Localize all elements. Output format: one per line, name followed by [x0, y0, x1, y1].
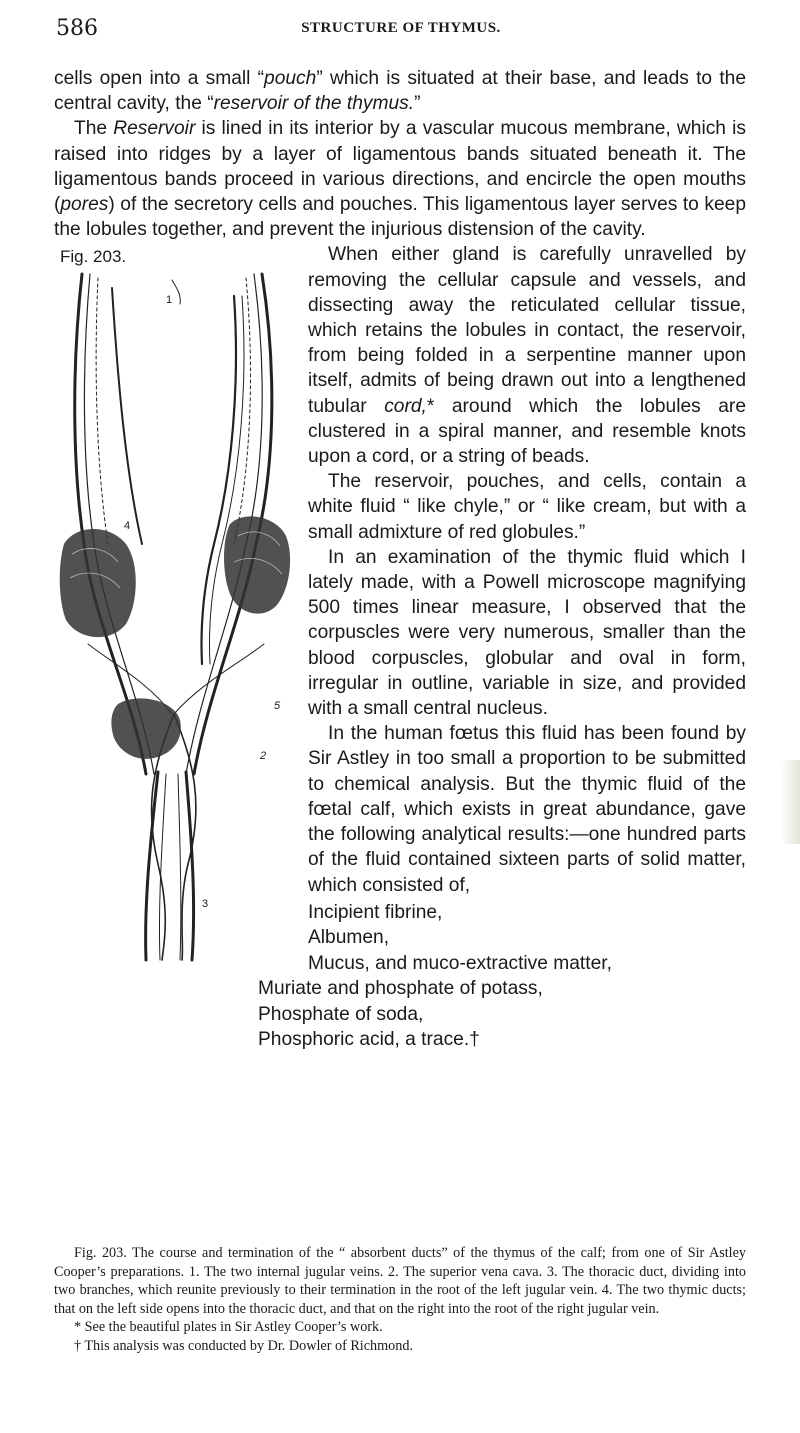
paragraph-4: The reservoir, pouches, and cells, contain a white fluid “ like chyle,” or “ like cream, but with a small admixture of red globules.” [308, 471, 746, 543]
list-item: Phosphate of soda, [258, 1003, 424, 1025]
paragraph-6: In the human fœtus this fluid has been found by Sir Astley in too small a proportion to be submitted to chemical analysis. But the thymic fluid of the fœtal calf, which exists in great abundance, gave the following analytical results:—one hundred parts of the fluid contained sixteen parts of solid matter, which consisted of, [308, 723, 746, 896]
list-item: Incipient fibrine, [308, 901, 443, 923]
running-head: STRUCTURE OF THYMUS. [301, 20, 501, 36]
list-item: Mucus, and muco-extractive matter, [308, 952, 612, 974]
figure-marker-4: 4 [124, 520, 131, 533]
footnote-star: * See the beautiful plates in Sir Astley Cooper’s work. [74, 1319, 383, 1336]
figure-caption: Fig. 203. The course and termination of the “ absorbent ducts” of the thymus of the calf; from one of Sir Astley Cooper’s preparations. 1. The two internal jugular veins. 2. The superior vena cava. 3. The thoracic duct, dividing into two branches, which reunite previously to their termination in the root of the left jugular vein. 4. The two thymic ducts; that on the left side opens into the thoracic duct, and that on the right into the root of the right jugular vein. [54, 1245, 746, 1317]
figure-marker-2: 2 [260, 750, 267, 763]
paragraph-5: In an examination of the thymic fluid which I lately made, with a Powell microscope magnifying 500 times linear measure, I observed that the corpuscles were very numerous, smaller than the blood corpuscles, globular and oval in form, irregular in outline, variable in size, and provided with a small central nucleus. [308, 546, 746, 720]
paragraph-3: When either gland is carefully unravelled by removing the cellular capsule and vessels, and dissecting away the reticulated cellular tissue, which retains the lobules in contact, the reservoir, from being folded in a serpentine manner upon itself, admits of being drawn out into a lengthened tubular cord,* around which the lobules are clustered in a spiral manner, and resemble knots upon a cord, or a string of beads. [308, 244, 746, 468]
page-header [56, 16, 746, 46]
list-item: Phosphoric acid, a trace.† [258, 1029, 480, 1051]
list-item: Albumen, [308, 927, 390, 949]
page-stain [780, 760, 800, 844]
analysis-list [258, 900, 746, 1053]
figure-203 [54, 244, 296, 964]
thymus-duct-illustration [54, 244, 296, 964]
footnote-dagger: † This analysis was conducted by Dr. Dowler of Richmond. [74, 1337, 414, 1354]
figure-marker-1: 1 [166, 294, 173, 307]
figure-marker-3: 3 [202, 898, 209, 911]
main-text [54, 66, 746, 1053]
list-item: Muriate and phosphate of potass, [258, 978, 543, 1000]
figure-notes [54, 1244, 746, 1356]
figure-label: Fig. 203. [60, 247, 127, 267]
page-number: 586 [56, 16, 98, 41]
paragraph-2: The Reservoir is lined in its interior by a vascular mucous membrane, which is raised into ridges by a layer of ligamentous bands situated beneath it. The ligamentous bands proceed in various directions, and encircle the open mouths (pores) of the secretory cells and pouches. This ligamentous layer serves to keep the lobules together, and prevent the injurious distension of the cavity. [54, 118, 746, 241]
paragraph-1: cells open into a small “pouch” which is situated at their base, and leads to the central cavity, the “reservoir of the thymus.” [54, 68, 747, 115]
figure-marker-5: 5 [274, 700, 281, 713]
